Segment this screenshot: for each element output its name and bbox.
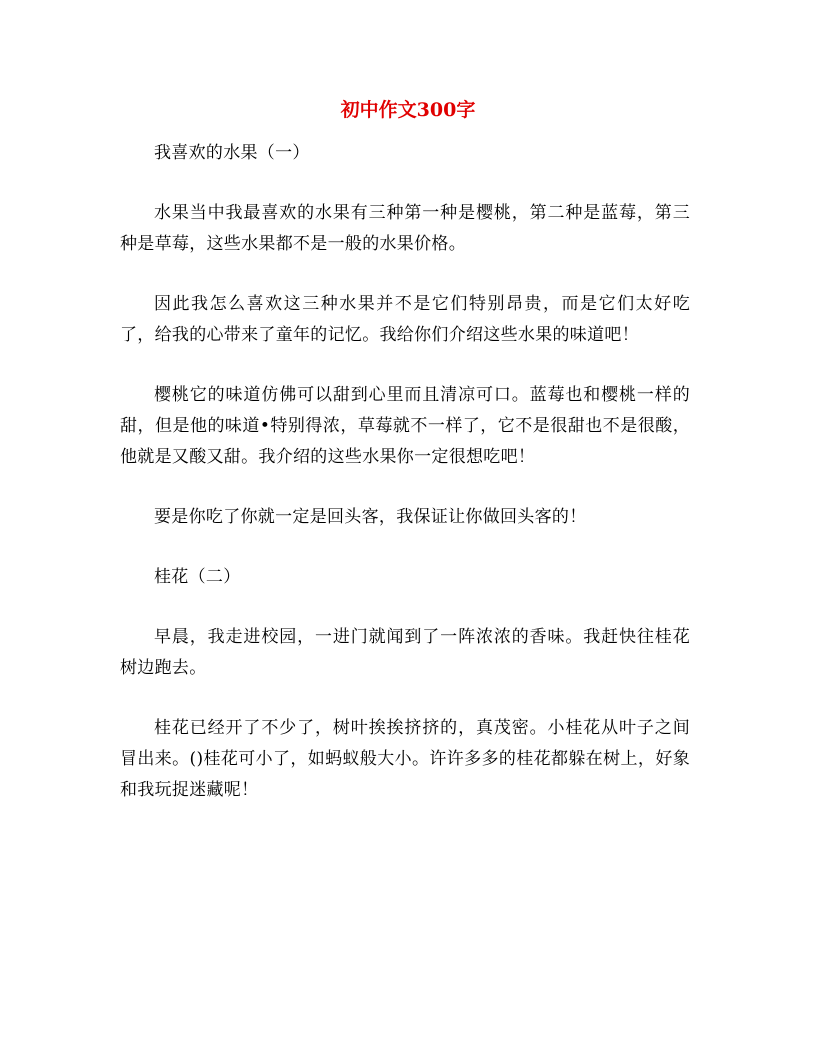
document-body <box>120 138 690 806</box>
paragraph: 早晨，我走进校园，一进门就闻到了一阵浓浓的香味。我赶快往桂花树边跑去。 <box>120 627 690 678</box>
paragraph: 桂花已经开了不少了，树叶挨挨挤挤的，真茂密。小桂花从叶子之间冒出来。()桂花可小了，如蚂蚁般大小。许许多多的桂花都躲在树上，好象和我玩捉迷藏呢！ <box>120 718 690 800</box>
section-heading-fruit: 我喜欢的水果（一） <box>154 143 310 163</box>
document-title: 初中作文300字 <box>340 99 476 121</box>
paragraph: 要是你吃了你就一定是回头客，我保证让你做回头客的！ <box>154 507 587 527</box>
paragraph: 水果当中我最喜欢的水果有三种第一种是樱桃，第二种是蓝莓，第三种是草莓，这些水果都不是一般的水果价格。 <box>120 203 690 254</box>
section-heading-osmanthus: 桂花（二） <box>154 567 241 587</box>
paragraph: 樱桃它的味道仿佛可以甜到心里而且清凉可口。蓝莓也和樱桃一样的甜，但是他的味道•特别得浓，草莓就不一样了，它不是很甜也不是很酸，他就是又酸又甜。我介绍的这些水果你一定很想吃吧！ <box>120 385 690 467</box>
paragraph: 因此我怎么喜欢这三种水果并不是它们特别昂贵，而是它们太好吃了，给我的心带来了童年的记忆。我给你们介绍这些水果的味道吧！ <box>120 294 690 345</box>
